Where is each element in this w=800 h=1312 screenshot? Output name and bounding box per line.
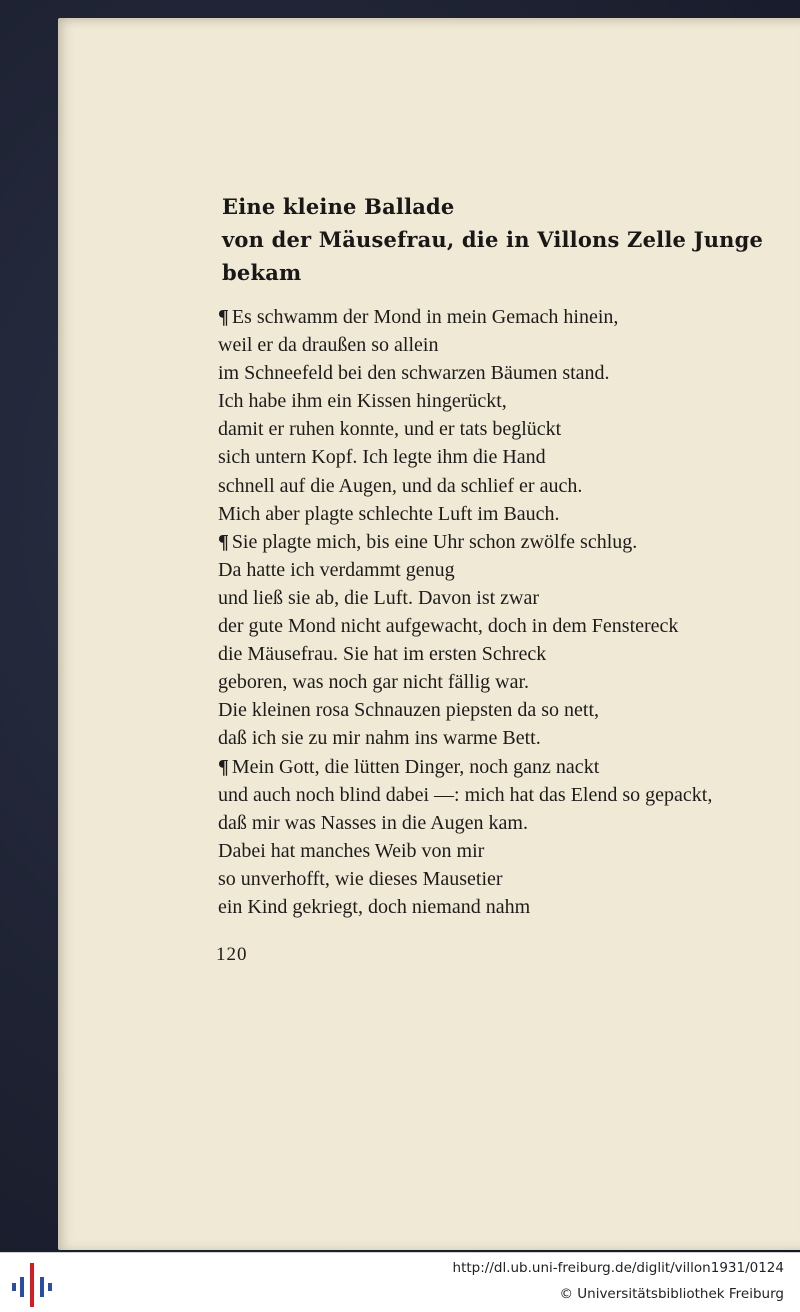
- poem-line-text: geboren, was noch gar nicht fällig war.: [218, 671, 530, 694]
- poem-line: [218, 809, 778, 837]
- poem-line: [218, 640, 778, 668]
- poem-line-text: und ließ sie ab, die Luft. Davon ist zwar: [218, 586, 540, 609]
- poem-line: [218, 724, 778, 752]
- page-url-link[interactable]: http://dl.ub.uni-freiburg.de/diglit/villon1931/0124: [452, 1260, 784, 1276]
- pilcrow-mark: ¶: [218, 755, 229, 778]
- poem-line-text: Da hatte ich verdammt genug: [218, 558, 455, 581]
- title-line: Eine kleine Ballade: [222, 194, 455, 219]
- poem-line: [218, 387, 778, 415]
- pilcrow-mark: ¶: [218, 306, 229, 328]
- poem-line-text: Sie plagte mich, bis eine Uhr schon zwölfe schlug.: [231, 530, 638, 553]
- poem-line-text: im Schneefeld bei den schwarzen Bäumen stand.: [218, 362, 610, 385]
- poem-line: [218, 556, 778, 584]
- poem-line-text: sich untern Kopf. Ich legte ihm die Hand: [218, 446, 546, 469]
- poem-line: [218, 528, 778, 556]
- poem-line: [218, 443, 778, 471]
- poem-line-text: ein Kind gekriegt, doch niemand nahm: [218, 895, 531, 918]
- poem-line: [218, 472, 778, 500]
- poem-line-text: weil er da draußen so allein: [218, 334, 439, 357]
- poem-line-text: damit er ruhen konnte, und er tats beglückt: [218, 418, 562, 441]
- title-line: von der Mäusefrau, die in Villons Zelle Junge: [222, 227, 764, 252]
- poem-line-text: so unverhofft, wie dieses Mausetier: [218, 867, 503, 890]
- title-line: bekam: [222, 260, 302, 285]
- poem-line: [218, 331, 778, 359]
- pilcrow-mark: ¶: [218, 530, 229, 553]
- poem-line: [218, 612, 778, 640]
- poem-line-text: der gute Mond nicht aufgewacht, doch in dem Fenstereck: [218, 615, 679, 638]
- poem-line: [218, 668, 778, 696]
- poem-line-text: die Mäusefrau. Sie hat im ersten Schreck: [218, 643, 547, 666]
- poem-line-text: Die kleinen rosa Schnauzen piepsten da so nett,: [218, 699, 599, 722]
- poem-line: [218, 303, 778, 331]
- poem-line-text: und auch noch blind dabei —: mich hat das Elend so gepackt,: [218, 783, 713, 806]
- poem-line: [218, 359, 778, 387]
- page-number: 120: [216, 944, 248, 965]
- poem-line-text: Ich habe ihm ein Kissen hingerückt,: [218, 390, 507, 413]
- poem-line: [218, 696, 778, 724]
- poem-line-text: Es schwamm der Mond in mein Gemach hinein,: [231, 306, 619, 328]
- poem-line: [218, 865, 778, 893]
- ub-freiburg-logo-icon[interactable]: [12, 1263, 52, 1307]
- poem-line-text: schnell auf die Augen, und da schlief er auch.: [218, 474, 583, 497]
- copyright-notice: © Universitätsbibliothek Freiburg: [559, 1286, 784, 1302]
- viewer-footer: [0, 1252, 800, 1312]
- poem-line: [218, 893, 778, 921]
- poem-line-text: daß ich sie zu mir nahm ins warme Bett.: [218, 727, 541, 750]
- poem-title: [222, 190, 764, 289]
- poem-line-text: Mich aber plagte schlechte Luft im Bauch.: [218, 502, 560, 525]
- poem-line: [218, 415, 778, 443]
- poem-body: [218, 303, 778, 921]
- poem-line-text: Dabei hat manches Weib von mir: [218, 839, 485, 862]
- poem-line-text: daß mir was Nasses in die Augen kam.: [218, 811, 528, 834]
- poem-line: [218, 837, 778, 865]
- poem-line-text: Mein Gott, die lütten Dinger, noch ganz nackt: [231, 755, 600, 778]
- poem-line: [218, 500, 778, 528]
- poem-line: [218, 584, 778, 612]
- poem-line: [218, 753, 778, 781]
- poem-line: [218, 781, 778, 809]
